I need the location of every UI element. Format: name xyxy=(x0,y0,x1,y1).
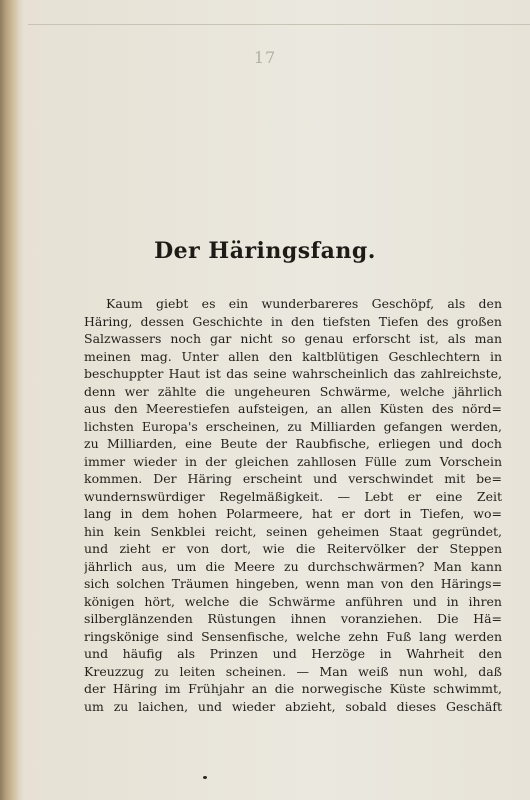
text-line: denn wer zählte die ungeheuren Schwärme, welche jährlich xyxy=(84,383,502,399)
chapter-title: Der Häringsfang. xyxy=(154,238,376,264)
text-line: meinen mag. Unter allen den kaltblütigen Geschlechtern in xyxy=(84,348,502,364)
text-line: Kreuzzug zu leiten scheinen. — Man weiß nun wohl, daß xyxy=(84,663,502,679)
text-line: der Häring im Frühjahr an die norwegische Küste schwimmt, xyxy=(84,681,502,696)
text-line: zu Milliarden, eine Beute der Raubfische, erliegen und doch xyxy=(84,436,502,451)
text-line: Kaum giebt es ein wunderbareres Geschöpf, als den xyxy=(106,296,502,311)
text-line: um zu laichen, und wieder abzieht, sobald dieses Geschäft xyxy=(84,698,502,714)
text-line: und häufig als Prinzen und Herzöge in Wahrheit den xyxy=(84,646,502,661)
text-line: Häring, dessen Geschichte in den tiefsten Tiefen des großen xyxy=(84,313,502,329)
text-line: hin kein Senkblei reicht, seinen geheimen Staat gegründet, xyxy=(84,523,502,539)
text-line: ringskönige sind Sensenfische, welche zehn Fuß lang werden xyxy=(84,628,502,644)
ink-speck xyxy=(203,776,207,779)
text-line: Salzwassers noch gar nicht so genau erforscht ist, als man xyxy=(84,331,502,346)
page-binding-edge xyxy=(0,0,18,800)
text-line: silberglänzenden Rüstungen ihnen voranziehen. Die Hä= xyxy=(84,611,502,626)
top-edge-line xyxy=(28,24,530,25)
text-line: wundernswürdiger Regelmäßigkeit. — Lebt er eine Zeit xyxy=(84,488,502,504)
text-line: kommen. Der Häring erscheint und verschwindet mit be= xyxy=(84,471,502,486)
body-text xyxy=(84,295,502,715)
page-number: 17 xyxy=(253,48,277,67)
text-line: königen hört, welche die Schwärme anführen und in ihren xyxy=(84,593,502,609)
text-line: jährlich aus, um die Meere zu durchschwärmen? Man kann xyxy=(84,558,502,574)
text-line: lang in dem hohen Polarmeere, hat er dort in Tiefen, wo= xyxy=(84,506,502,521)
text-line: und zieht er von dort, wie die Reitervölker der Steppen xyxy=(84,541,502,556)
text-line: lichsten Europa's erscheinen, zu Milliarden gefangen werden, xyxy=(84,418,502,434)
text-line: immer wieder in der gleichen zahllosen Fülle zum Vorschein xyxy=(84,453,502,469)
text-line: beschuppter Haut ist das seine wahrscheinlich das zahlreichste, xyxy=(84,366,502,381)
text-line: sich solchen Träumen hingeben, wenn man von den Härings= xyxy=(84,576,502,591)
text-line: aus den Meerestiefen aufsteigen, an allen Küsten des nörd= xyxy=(84,401,502,416)
